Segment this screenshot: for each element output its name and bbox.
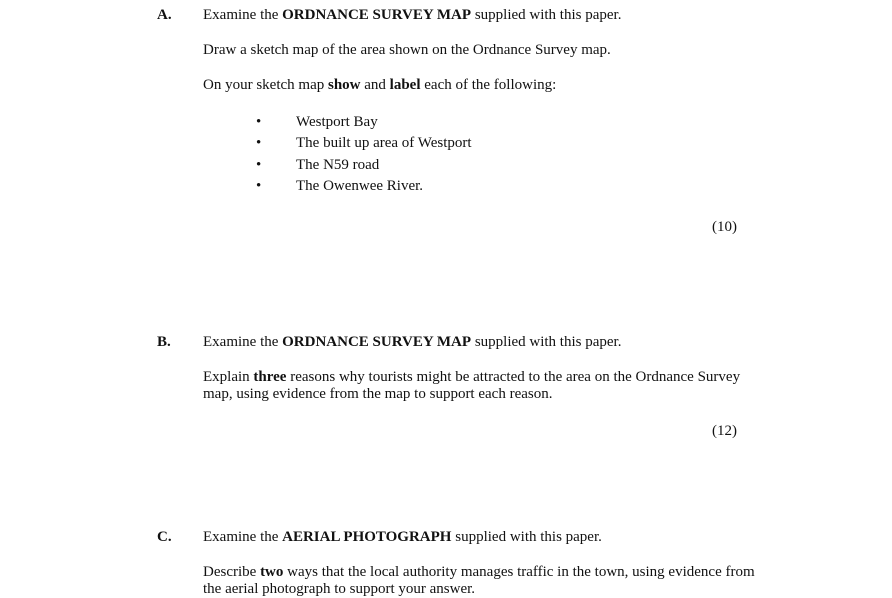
emphasis: AERIAL PHOTOGRAPH xyxy=(282,529,452,545)
question-c-letter: C. xyxy=(157,529,172,545)
bullet-icon: • xyxy=(256,157,262,173)
bullet-icon: • xyxy=(256,114,262,130)
question-a-instruction-1 xyxy=(203,6,621,24)
question-a-instruction-2: Draw a sketch map of the area shown on the Ordnance Survey map. xyxy=(203,42,611,58)
emphasis: ORDNANCE SURVEY MAP xyxy=(282,334,472,350)
emphasis: three xyxy=(253,369,287,385)
text: supplied with this paper. xyxy=(471,7,622,23)
bullet-item xyxy=(256,113,378,131)
text: Describe xyxy=(203,564,261,580)
question-a-marks: (10) xyxy=(712,219,737,235)
text: Examine the xyxy=(203,334,283,350)
question-b-letter: B. xyxy=(157,334,171,350)
text: and xyxy=(360,77,390,93)
emphasis: ORDNANCE SURVEY MAP xyxy=(282,7,472,23)
text: Examine the xyxy=(203,7,283,23)
text: On your sketch map xyxy=(203,77,328,93)
emphasis: show xyxy=(327,77,361,93)
bullet-text: The N59 road xyxy=(296,157,380,173)
text: each of the following: xyxy=(420,77,557,93)
question-a-instruction-3 xyxy=(203,76,556,94)
text: supplied with this paper. xyxy=(451,529,602,545)
bullet-text: The Owenwee River. xyxy=(296,178,424,194)
text: Examine the xyxy=(203,529,283,545)
bullet-icon: • xyxy=(256,178,262,194)
text: supplied with this paper. xyxy=(471,334,622,350)
text: Explain xyxy=(203,369,254,385)
question-b-marks: (12) xyxy=(712,423,737,439)
bullet-item xyxy=(256,134,472,152)
question-c-instruction-2 xyxy=(203,564,763,598)
text: reasons why tourists might be attracted to the area on the Ordnance Survey map, using evidence from the map to support each reason. xyxy=(203,369,741,402)
bullet-icon: • xyxy=(256,135,262,151)
question-c-instruction-1 xyxy=(203,528,602,546)
bullet-item xyxy=(256,177,423,195)
emphasis: label xyxy=(389,77,421,93)
question-b-instruction-2 xyxy=(203,369,763,403)
question-b-instruction-1 xyxy=(203,333,621,351)
question-a-letter: A. xyxy=(157,7,172,23)
emphasis: two xyxy=(260,564,284,580)
bullet-text: The built up area of Westport xyxy=(296,135,472,151)
bullet-text: Westport Bay xyxy=(296,114,378,130)
text: ways that the local authority manages traffic in the town, using evidence from the aerial photograph to support your answer. xyxy=(203,564,755,597)
bullet-item xyxy=(256,156,379,174)
